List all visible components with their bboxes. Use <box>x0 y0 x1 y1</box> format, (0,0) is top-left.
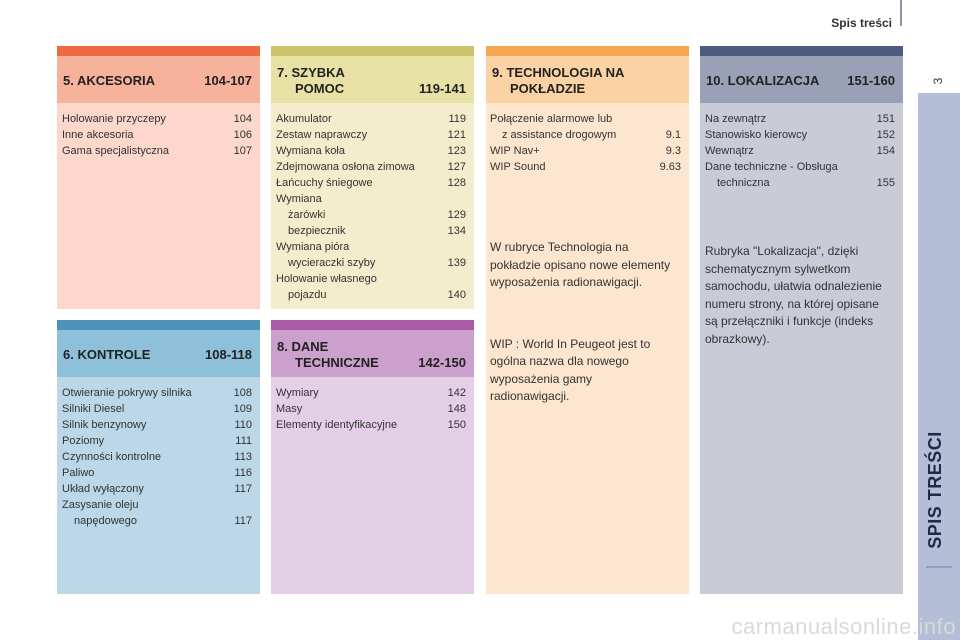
section-9-description: W rubryce Technologia na pokładzie opisano nowe elementy wyposażenia radionawigacji. <box>490 240 671 289</box>
toc-entry <box>490 159 681 175</box>
section-8-header <box>271 330 474 377</box>
toc-entry <box>276 159 466 175</box>
toc-entry-label: Poziomy <box>62 435 105 447</box>
toc-entry <box>62 513 252 529</box>
toc-entry <box>62 497 252 513</box>
toc-entry <box>62 465 252 481</box>
section-9-onboard-technology <box>486 46 689 594</box>
toc-entry-page: 116 <box>234 467 252 479</box>
toc-entry-page: 142 <box>447 387 466 399</box>
toc-entry <box>62 111 252 127</box>
toc-entry-page: 113 <box>234 451 252 463</box>
toc-entry-label: Połączenie alarmowe lub <box>490 113 613 125</box>
toc-entry-label: Elementy identyfikacyjne <box>276 419 398 431</box>
toc-entry <box>276 401 466 417</box>
section-7-quick-help <box>271 46 474 309</box>
toc-entry <box>62 127 252 143</box>
section-title: 5. AKCESORIA <box>63 72 155 88</box>
toc-entry-page: 128 <box>447 177 466 189</box>
toc-entry-label: Czynności kontrolne <box>62 451 162 463</box>
toc-entry-page: 127 <box>447 161 466 173</box>
toc-entry-label: Zestaw naprawczy <box>276 129 368 141</box>
section-5-body <box>57 103 260 309</box>
toc-entry-label: Układ wyłączony <box>62 483 144 495</box>
toc-entry <box>62 417 252 433</box>
section-color-bar <box>271 46 474 56</box>
toc-entry-label: Zdejmowana osłona zimowa <box>276 161 415 173</box>
toc-entry <box>62 481 252 497</box>
toc-entry-page: 117 <box>234 515 252 527</box>
toc-entry <box>705 111 895 127</box>
section-7-header <box>271 56 474 103</box>
toc-entry-label: Stanowisko kierowcy <box>705 129 808 141</box>
toc-entry-page: 155 <box>876 177 895 189</box>
section-pages: 151-160 <box>847 72 895 88</box>
section-color-bar <box>57 320 260 330</box>
toc-entry-page: 148 <box>447 403 466 415</box>
toc-entry-label: Inne akcesoria <box>62 129 134 141</box>
toc-entry <box>276 385 466 401</box>
toc-entry <box>705 175 895 191</box>
section-9-header <box>486 56 689 103</box>
toc-entry-label: WIP Nav+ <box>490 145 540 157</box>
toc-entry <box>490 127 681 143</box>
toc-entry <box>276 223 466 239</box>
section-8-technical-data <box>271 320 474 594</box>
page-header-title: Spis treści <box>831 16 892 30</box>
section-6-body <box>57 377 260 594</box>
section-6-controls <box>57 320 260 594</box>
section-pages: 119-141 <box>419 80 466 96</box>
toc-entry <box>705 127 895 143</box>
toc-entry <box>276 191 466 207</box>
toc-entry-label: Wewnątrz <box>705 145 754 157</box>
toc-entry-label: bezpiecznik <box>288 225 346 237</box>
toc-entry-page: 109 <box>233 403 252 415</box>
toc-entry <box>62 385 252 401</box>
section-10-header <box>700 56 903 103</box>
toc-entry-page: 152 <box>876 129 895 141</box>
toc-entry-label: Wymiana koła <box>276 145 345 157</box>
section-color-bar <box>271 320 474 330</box>
watermark-site: carmanualsonline.info <box>731 614 956 639</box>
toc-entry <box>62 433 252 449</box>
toc-entry-label: techniczna <box>717 177 770 189</box>
toc-entry-page: 150 <box>447 419 466 431</box>
section-10-body <box>700 103 903 594</box>
page-number: 3 <box>931 77 945 85</box>
toc-entry-page: 107 <box>233 145 252 157</box>
toc-entry <box>490 111 681 127</box>
toc-entry-page: 104 <box>233 113 252 125</box>
section-color-bar <box>57 46 260 56</box>
header-rule <box>900 0 902 26</box>
toc-entry <box>62 401 252 417</box>
toc-entry-page: 134 <box>447 225 466 237</box>
toc-entry-page: 119 <box>448 113 466 125</box>
section-color-bar <box>486 46 689 56</box>
section-10-location <box>700 46 903 594</box>
toc-entry <box>705 143 895 159</box>
section-title-line1: 8. DANE <box>277 338 329 354</box>
section-title-line2: POMOC <box>295 80 345 96</box>
toc-entry <box>276 287 466 303</box>
section-5-header <box>57 56 260 103</box>
toc-entry <box>276 127 466 143</box>
toc-entry-page: 108 <box>233 387 252 399</box>
section-9-wip-note: WIP : World In Peugeot jest to ogólna nazwa dla nowego wyposażenia gamy radionawigacji. <box>490 336 651 403</box>
section-10-description: Rubryka "Lokalizacja", dzięki schematycznym sylwetkom samochodu, ułatwia odnalezienie numeru strony, na której opisane są przełączniki i funkcje (indeks obrazkowy). <box>705 244 882 346</box>
toc-entry-page: 110 <box>234 419 252 431</box>
toc-entry <box>276 207 466 223</box>
toc-entry <box>276 255 466 271</box>
toc-entry-label: Wymiana pióra <box>276 241 350 253</box>
toc-entry-page: 111 <box>235 435 252 447</box>
toc-entry-label: Silniki Diesel <box>62 403 125 415</box>
toc-entry-label: Na zewnątrz <box>705 113 767 125</box>
toc-entry-page: 129 <box>447 209 466 221</box>
toc-entry-label: Silnik benzynowy <box>62 419 147 431</box>
toc-entry-label: Łańcuchy śniegowe <box>276 177 373 189</box>
toc-entry-page: 106 <box>233 129 252 141</box>
toc-entry-page: 151 <box>876 113 895 125</box>
sidebar-underline <box>926 566 952 568</box>
toc-entry-page: 9.63 <box>659 161 681 173</box>
section-title-line2: TECHNICZNE <box>295 354 379 370</box>
toc-entry-label: Otwieranie pokrywy silnika <box>62 387 192 399</box>
toc-entry <box>490 143 681 159</box>
toc-entry <box>276 143 466 159</box>
toc-entry <box>276 417 466 433</box>
toc-entry <box>276 175 466 191</box>
section-8-body <box>271 377 474 594</box>
toc-entry <box>705 159 895 175</box>
toc-entry-label: Wymiary <box>276 387 319 399</box>
toc-entry-page: 140 <box>447 289 466 301</box>
section-title: 10. LOKALIZACJA <box>706 72 820 88</box>
toc-entry-label: Zasysanie oleju <box>62 499 139 511</box>
toc-entry-label: Wymiana <box>276 193 322 205</box>
toc-entry-label: wycieraczki szyby <box>288 257 376 269</box>
section-5-accessories <box>57 46 260 309</box>
toc-entry-label: Holowanie przyczepy <box>62 113 166 125</box>
toc-entry-label: Gama specjalistyczna <box>62 145 169 157</box>
toc-entry <box>62 449 252 465</box>
toc-entry-page: 121 <box>447 129 466 141</box>
toc-entry-label: żarówki <box>288 209 326 221</box>
section-color-bar <box>700 46 903 56</box>
toc-entry-page: 123 <box>447 145 466 157</box>
toc-entry-label: Dane techniczne - Obsługa <box>705 161 838 173</box>
toc-entry <box>276 271 466 287</box>
section-9-body <box>486 103 689 594</box>
toc-entry <box>276 239 466 255</box>
toc-entry-page: 154 <box>876 145 895 157</box>
section-pages: 108-118 <box>205 346 252 362</box>
toc-entry-label: WIP Sound <box>490 161 546 173</box>
sidebar-vertical-title: SPIS TREŚCI <box>925 431 945 549</box>
section-pages: 104-107 <box>204 72 252 88</box>
toc-entry-page: 117 <box>234 483 252 495</box>
section-6-header <box>57 330 260 377</box>
toc-entry-page: 9.1 <box>665 129 681 141</box>
toc-entry-label: Paliwo <box>62 467 95 479</box>
toc-entry-label: Masy <box>276 403 303 415</box>
toc-entry-page: 9.3 <box>665 145 681 157</box>
toc-entry-label: pojazdu <box>288 289 327 301</box>
toc-entry <box>62 143 252 159</box>
section-title-line1: 9. TECHNOLOGIA NA <box>492 64 625 80</box>
toc-entry-page: 139 <box>447 257 466 269</box>
toc-entry-label: z assistance drogowym <box>502 129 617 141</box>
section-title-line2: POKŁADZIE <box>510 80 586 96</box>
section-7-body <box>271 103 474 309</box>
toc-entry-label: napędowego <box>74 515 138 527</box>
section-title-line1: 7. SZYBKA <box>277 64 345 80</box>
toc-entry-label: Akumulator <box>276 113 332 125</box>
toc-entry <box>276 111 466 127</box>
section-pages: 142-150 <box>418 354 466 370</box>
toc-entry-label: Holowanie własnego <box>276 273 377 285</box>
section-title: 6. KONTROLE <box>63 346 151 362</box>
